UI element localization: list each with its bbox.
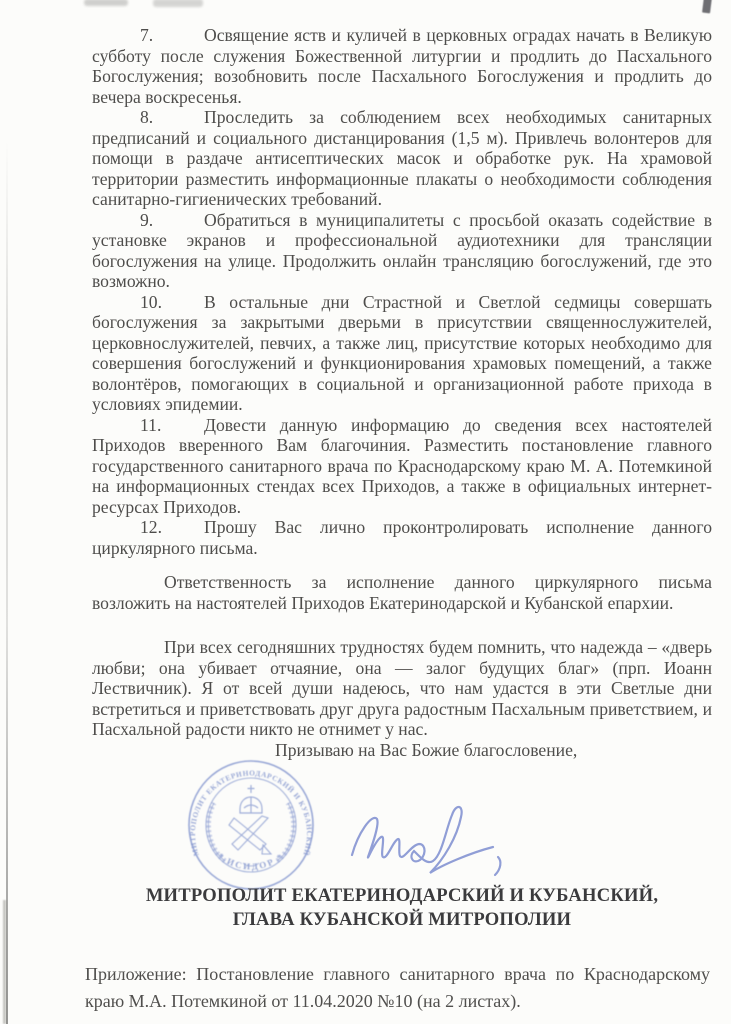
scan-edge-line-left [6,140,8,1024]
paragraph-text: Проследить за соблюдением всех необходимых санитарных предписаний и социального дистанцирования (1,5 м). Привлечь волонтеров для помощи в раздаче антисептических масок и обработке рук. На храмовой территории разместить информационные плакаты о необходимости соблюдения санитарно-гигиенических требований. [92,107,712,209]
paragraph-number: 8. [140,107,154,127]
signer-title-block [92,884,712,932]
paragraph-number: 11. [140,414,162,435]
seal-ring-text: МИТРОПОЛИТ ЕКАТЕРИНОДАРСКИЙ И КУБАНСКИЙ [187,768,315,858]
numbered-paragraph-11 [92,415,712,518]
signer-title-line-1: МИТРОПОЛИТ ЕКАТЕРИНОДАРСКИЙ И КУБАНСКИЙ, [145,885,659,906]
paragraph-number: 10. [140,291,162,312]
numbered-paragraph-9 [92,210,712,292]
scan-smudge-top-left-2 [153,0,203,7]
hope-paragraph: При всех сегодняшних трудностях будем помнить, что надежда – «дверь любви; она убивает отчаяние, она — залог будущих благ» (прп. Иоанн Лествичник). Я от всей души надеюсь, что нам удастся в эти Светлые дни встретиться и приветствовать друг друга радостным Пасхальным приветствием, и Пасхальной радости никто не отнимет у нас. [92,637,712,739]
seal-mitre-icon [240,785,262,813]
svg-text:* ИСИДОР * [216,851,286,872]
blessing-line: Призываю на Вас Божие благословение, [275,739,578,760]
paragraph-text: Довести данную информацию до сведения всех настоятелей Приходов вверенного Вам благочиния. Разместить постановление главного государственного санитарного врача по Краснодарскому краю М. А. Потемкиной на информационных стендах всех Приходов, а также в официальных интернет-ресурсах Приходов. [92,414,712,517]
scan-smudge-top-left-1 [84,0,128,6]
scan-edge-shadow-bottom-left [3,900,6,1024]
paragraph-number: 9. [140,209,154,230]
episcopal-seal-stamp [185,757,317,893]
paragraph-text: Прошу Вас лично проконтролировать исполнение данного циркулярного письма. [92,517,712,558]
numbered-paragraph-8 [92,107,712,210]
numbered-paragraph-10 [92,292,712,415]
paragraph-text: Освящение яств и куличей в церковных оградах начать в Великую субботу после служения Божественной литургии и продлить до Пасхального Богослужения; возобновить после Пасхального Богослужения и продлить до вечера воскресенья. [92,25,712,107]
scan-mark-top-right [702,0,712,13]
letter-body [92,25,712,760]
paragraph-text: Обратиться в муниципалитеты с просьбой оказать содействие в установке экранов и профессиональной аудиотехники для трансляции богослужения на улице. Продолжить онлайн трансляцию богослужений, где это возможно. [92,209,712,291]
paragraph-number: 7. [140,25,154,45]
paragraph-text: В остальные дни Страстной и Светлой седмицы совершать богослужения за закрытыми дверьми в присутствии священнослужителей, церковнослужителей, певчих, а также лиц, присутствие которых необходимо для совершения богослужений и функционирования храмовых помещений, а также волонтёров, помогающих в социальной и организационной работе прихода в условиях эпидемии. [92,291,712,414]
seal-bottom-text: * ИСИДОР * [216,850,286,872]
paragraph-number: 12. [140,517,162,537]
attachment-note: Приложение: Постановление главного санитарного врача по Краснодарскому краю М.А. Потемкиной от 11.04.2020 №10 (на 2 листах). [85,964,710,1011]
responsibility-paragraph: Ответственность за исполнение данного циркулярного письма возложить на настоятелей Приходов Екатеринодарской и Кубанской епархии. [92,572,712,613]
numbered-paragraph-7 [92,25,712,107]
signer-title-line-2: ГЛАВА КУБАНСКОЙ МИТРОПОЛИИ [232,909,572,930]
signature [330,795,520,890]
seal-crossed-ribbons-icon [229,816,271,854]
numbered-paragraph-12 [92,517,712,558]
